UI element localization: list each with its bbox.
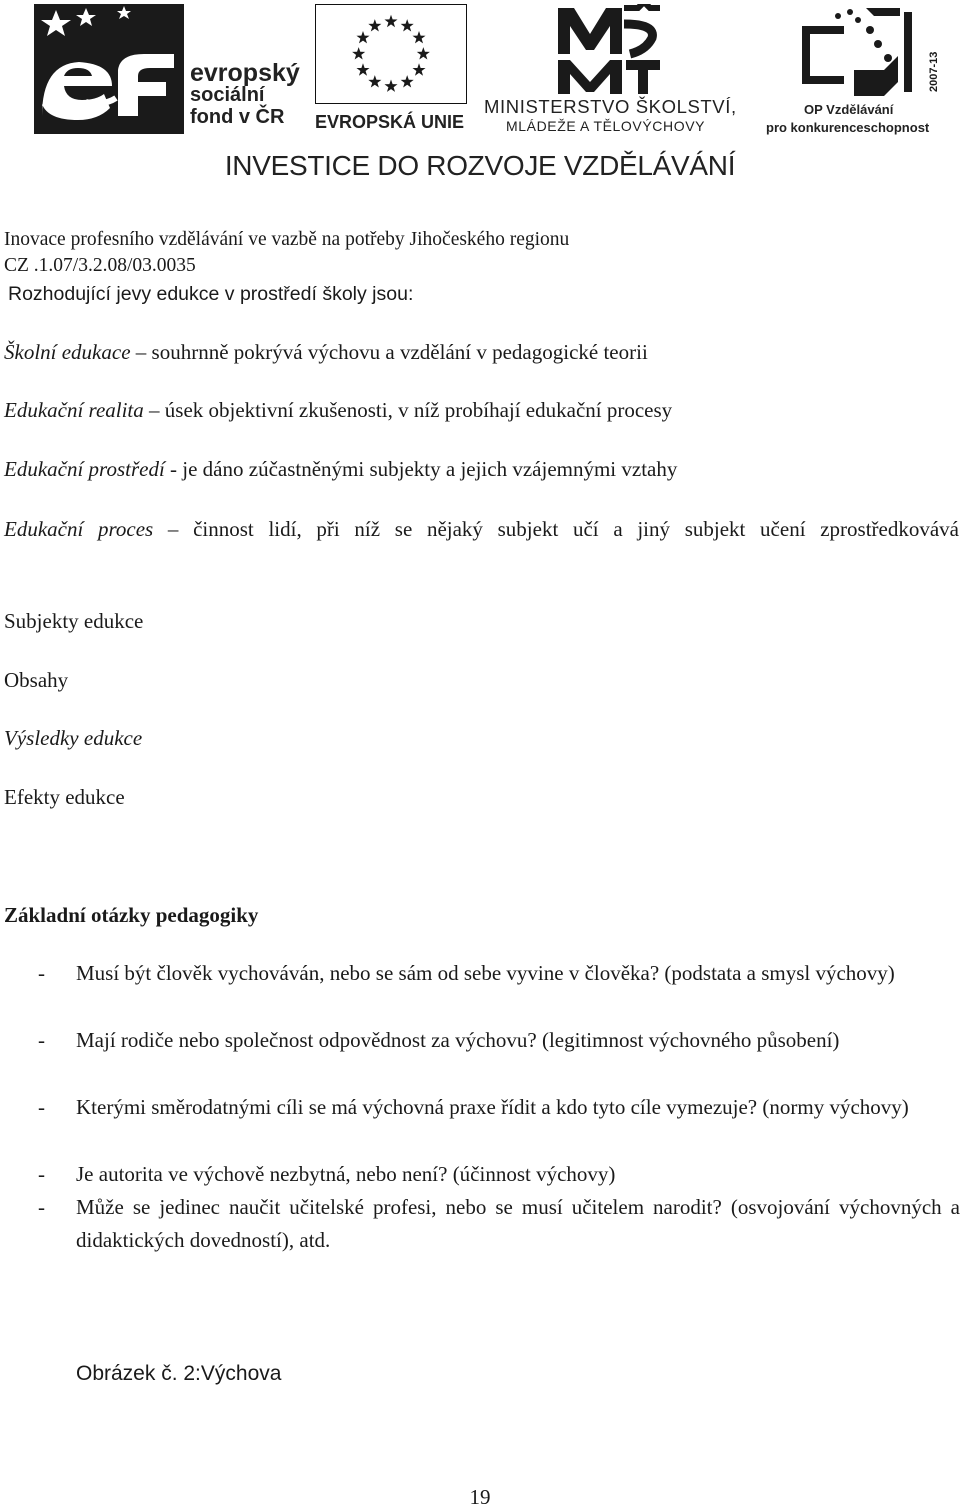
question-item — [38, 957, 960, 990]
project-title: Inovace profesního vzdělávání ve vazbě na potřeby Jihočeského regionu — [4, 229, 570, 250]
eu-label: EVROPSKÁ UNIE — [315, 112, 465, 132]
question-text: Musí být člověk vychováván, nebo se sám od sebe vyvine v člověka? (podstata a smysl výchovy) — [76, 961, 895, 985]
question-item — [38, 1158, 960, 1191]
eu-star-icon — [352, 47, 365, 59]
question-text: Může se jedinec naučit učitelské profesi, nebo se musí učitelem narodit? (osvojování výchovných a didaktických dovedností), atd. — [76, 1195, 960, 1252]
op-line-2: pro konkurenceschopnost — [766, 120, 930, 135]
questions-heading: Základní otázky pedagogiky — [4, 903, 259, 927]
eu-star-icon — [401, 75, 414, 87]
question-item — [38, 1024, 960, 1057]
question-text: Kterými směrodatnými cíli se má výchovná praxe řídit a kdo tyto cíle vymezuje? (normy výchovy) — [76, 1095, 909, 1119]
op-logo — [764, 4, 944, 134]
esf-wordmark — [190, 59, 300, 128]
op-years-label — [924, 26, 942, 96]
eu-star-icon — [412, 63, 425, 75]
question-text: Mají rodiče nebo společnost odpovědnost za výchovu? (legitimnost výchovného působení) — [76, 1028, 840, 1052]
eu-star-icon — [384, 79, 397, 91]
item-efekty: Efekty edukce — [4, 785, 125, 809]
investice-banner: INVESTICE DO ROZVOJE VZDĚLÁVÁNÍ — [224, 150, 736, 181]
item-subjekty: Subjekty edukce — [4, 609, 144, 633]
definition-edukacni-proces — [4, 513, 959, 546]
eu-logo — [315, 4, 469, 134]
esf-mark-icon — [34, 4, 184, 134]
definition-text: – úsek objektivní zkušenosti, v níž probíhají edukační procesy — [143, 398, 673, 422]
op-mark-icon — [794, 4, 924, 102]
definition-text: – souhrnně pokrývá výchovu a vzdělání v pedagogické teorii — [130, 340, 648, 364]
msmt-line-1: MINISTERSTVO ŠKOLSTVÍ, — [484, 96, 737, 117]
question-item — [38, 1091, 960, 1124]
eu-star-icon — [417, 47, 430, 59]
definition-text: - je dáno zúčastněnými subjekty a jejich vzájemnými vztahy — [164, 457, 678, 481]
item-obsahy: Obsahy — [4, 668, 69, 692]
page-number: 19 — [469, 1485, 491, 1509]
eu-star-icon — [412, 31, 425, 43]
msmt-line-2: MLÁDEŽE A TĚLOVÝCHOVY — [506, 118, 706, 134]
op-line-1: OP Vzdělávání — [804, 102, 894, 117]
esf-line-2: sociální — [190, 84, 265, 106]
definition-term: Edukační prostředí — [4, 457, 165, 481]
esf-logo — [34, 4, 304, 134]
definition-proces-line — [4, 513, 959, 546]
definition-term: Školní edukace — [4, 340, 131, 364]
eu-star-icon — [384, 15, 397, 27]
eu-flag-icon — [315, 4, 467, 104]
definition-term: Edukační realita — [4, 398, 144, 422]
definition-edukacni-realita — [4, 398, 672, 422]
eu-star-icon — [356, 31, 369, 43]
intro-line: Rozhodující jevy edukce v prostředí školy jsou: — [8, 283, 414, 305]
question-item — [38, 1191, 960, 1257]
question-text: Je autorita ve výchově nezbytná, nebo není? (účinnost výchovy) — [76, 1162, 616, 1186]
bullet-dash: - — [38, 1095, 45, 1119]
item-vysledky: Výsledky edukce — [4, 726, 143, 750]
op-years-text: 2007-13 — [928, 51, 940, 92]
msmt-mark-icon — [552, 4, 662, 96]
bullet-dash: - — [38, 1162, 45, 1186]
definition-term: Edukační proces — [4, 517, 154, 541]
bullet-dash: - — [38, 1028, 45, 1052]
esf-line-1: evropský — [190, 59, 300, 87]
bullet-dash: - — [38, 961, 45, 985]
esf-line-3: fond v ČR — [190, 106, 285, 128]
eu-star-icon — [356, 63, 369, 75]
definition-skolni-edukace — [4, 340, 648, 364]
eu-star-icon — [401, 19, 414, 31]
eu-star-icon — [368, 75, 381, 87]
msmt-logo — [484, 4, 754, 134]
figure-caption: Obrázek č. 2:Výchova — [76, 1362, 282, 1385]
bullet-dash: - — [38, 1195, 45, 1219]
definition-edukacni-prostredi — [4, 457, 677, 481]
definition-text: – činnost lidí, při níž se nějaký subjekt učí a jiný subjekt učení zprostředkovává — [153, 517, 960, 541]
project-code: CZ .1.07/3.2.08/03.0035 — [4, 255, 196, 276]
eu-star-icon — [368, 19, 381, 31]
